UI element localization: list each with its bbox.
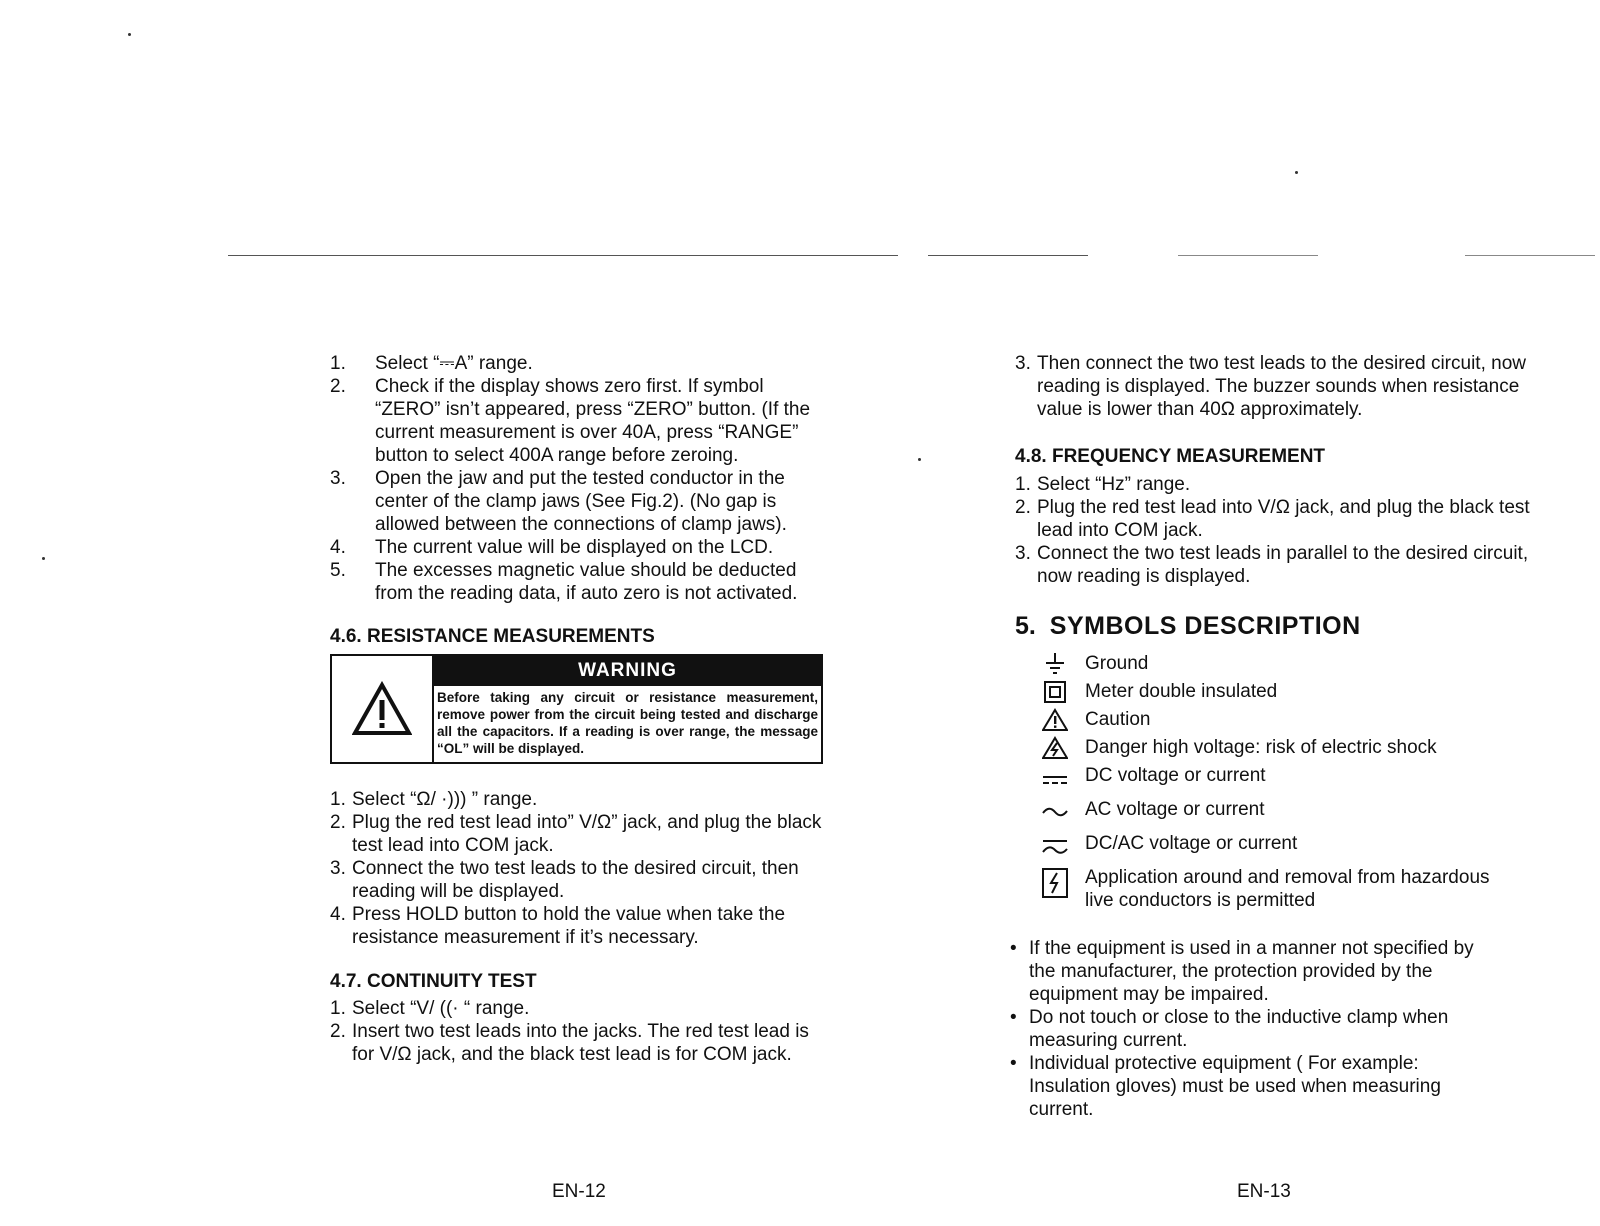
warning-icon-cell [332, 656, 434, 762]
double-insulated-icon [1035, 680, 1075, 704]
caution-icon [1035, 708, 1075, 732]
list-item: 3. Then connect the two test leads to the desired circuit, now reading is displayed. The buzzer sounds when resistance value is lower than 40Ω approximately. [1015, 353, 1526, 420]
ac-icon [1035, 798, 1075, 822]
resistance-steps [330, 788, 830, 949]
warning-box [330, 654, 823, 764]
list-item: 3. Connect the two test leads in parallel to the desired circuit, now reading is displayed. [1015, 543, 1529, 587]
symbol-row: DC/AC voltage or current [1040, 832, 1535, 856]
section-heading-symbols: 5. SYMBOLS DESCRIPTION [1015, 612, 1361, 640]
list-item: 2. Insert two test leads into the jacks. The red test lead is for V/Ω jack, and the black test lead is for COM jack. [330, 1021, 809, 1065]
dc-icon [1035, 764, 1075, 788]
symbol-row: Ground [1040, 652, 1535, 676]
symbol-row: DC voltage or current [1040, 764, 1535, 788]
continuity-steps-cont [1015, 352, 1535, 421]
continuity-steps [330, 997, 810, 1066]
list-item: • Do not touch or close to the inductive clamp when measuring current. [1010, 1006, 1490, 1052]
section-heading-resistance: 4.6. RESISTANCE MEASUREMENTS [330, 626, 655, 647]
symbol-row: Application around and removal from hazardous live conductors is permitted [1040, 866, 1535, 912]
list-item: 1. Select “V/ ((· “ range. [330, 998, 530, 1019]
list-item: 5. The excesses magnetic value should be deducted from the reading data, if auto zero is not activated. [330, 560, 798, 604]
safety-notes [1010, 937, 1490, 1121]
frequency-steps [1015, 473, 1535, 588]
symbol-row: Danger high voltage: risk of electric shock [1040, 736, 1535, 760]
warning-title: WARNING [434, 656, 821, 686]
current-measurement-steps [330, 352, 830, 605]
top-rule-4 [1465, 255, 1595, 256]
page-number-right: EN-13 [1237, 1181, 1291, 1202]
list-item: 3. Connect the two test leads to the desired circuit, then reading will be displayed. [330, 858, 799, 902]
top-rule-2 [928, 255, 1088, 256]
top-rule-3 [1178, 255, 1318, 256]
symbol-row: AC voltage or current [1040, 798, 1535, 822]
top-rule-1 [228, 255, 898, 256]
list-item: 4. Press HOLD button to hold the value when take the resistance measurement if it’s necessary. [330, 904, 786, 948]
hazardous-live-icon [1035, 866, 1075, 900]
dc-ac-icon [1035, 832, 1075, 856]
scan-speck [128, 33, 131, 36]
list-item: 1. Select “Ω/ ·))) ” range. [330, 789, 538, 810]
left-page [330, 352, 830, 1066]
symbol-row: Caution [1040, 708, 1535, 732]
list-item: 1. Select “Hz” range. [1015, 474, 1191, 495]
list-item: 4. The current value will be displayed on the LCD. [330, 537, 774, 558]
warning-text: Before taking any circuit or resistance measurement, remove power from the circuit being tested and discharge all the capacitors. If a reading is over range, the message “OL” will be displayed. [437, 690, 818, 756]
list-item: • Individual protective equipment ( For example: Insulation gloves) must be used when measuring current. [1010, 1052, 1490, 1121]
scan-speck [918, 458, 921, 461]
warning-body [434, 656, 821, 762]
section-heading-frequency: 4.8. FREQUENCY MEASUREMENT [1015, 446, 1326, 467]
list-item: 2. Plug the red test lead into V/Ω jack, and plug the black test lead into COM jack. [1015, 497, 1530, 541]
list-item: 2. Check if the display shows zero first. If symbol “ZERO” isn’t appeared, press “ZERO” button. (If the current measurement is over 40A, press “RANGE” button to select 400A range before zeroing. [330, 376, 811, 466]
right-page [1015, 352, 1535, 1121]
section-heading-continuity: 4.7. CONTINUITY TEST [330, 971, 537, 992]
list-item: 3. Open the jaw and put the tested conductor in the center of the clamp jaws (See Fig.2). (No gap is allowed between the connections of clamp jaws). [330, 468, 787, 535]
list-item: 1. Select “⎓A” range. [330, 353, 533, 374]
warning-triangle-icon [352, 681, 412, 737]
scan-speck [42, 557, 45, 560]
list-item: • If the equipment is used in a manner not specified by the manufacturer, the protection provided by the equipment may be impaired. [1010, 937, 1490, 1006]
high-voltage-icon [1035, 736, 1075, 760]
page-number-left: EN-12 [552, 1181, 606, 1202]
scan-speck [1295, 171, 1298, 174]
symbols-list [1040, 652, 1535, 912]
symbol-row: Meter double insulated [1040, 680, 1535, 704]
list-item: 2. Plug the red test lead into” V/Ω” jack, and plug the black test lead into COM jack. [330, 812, 822, 856]
ground-icon [1035, 652, 1075, 676]
